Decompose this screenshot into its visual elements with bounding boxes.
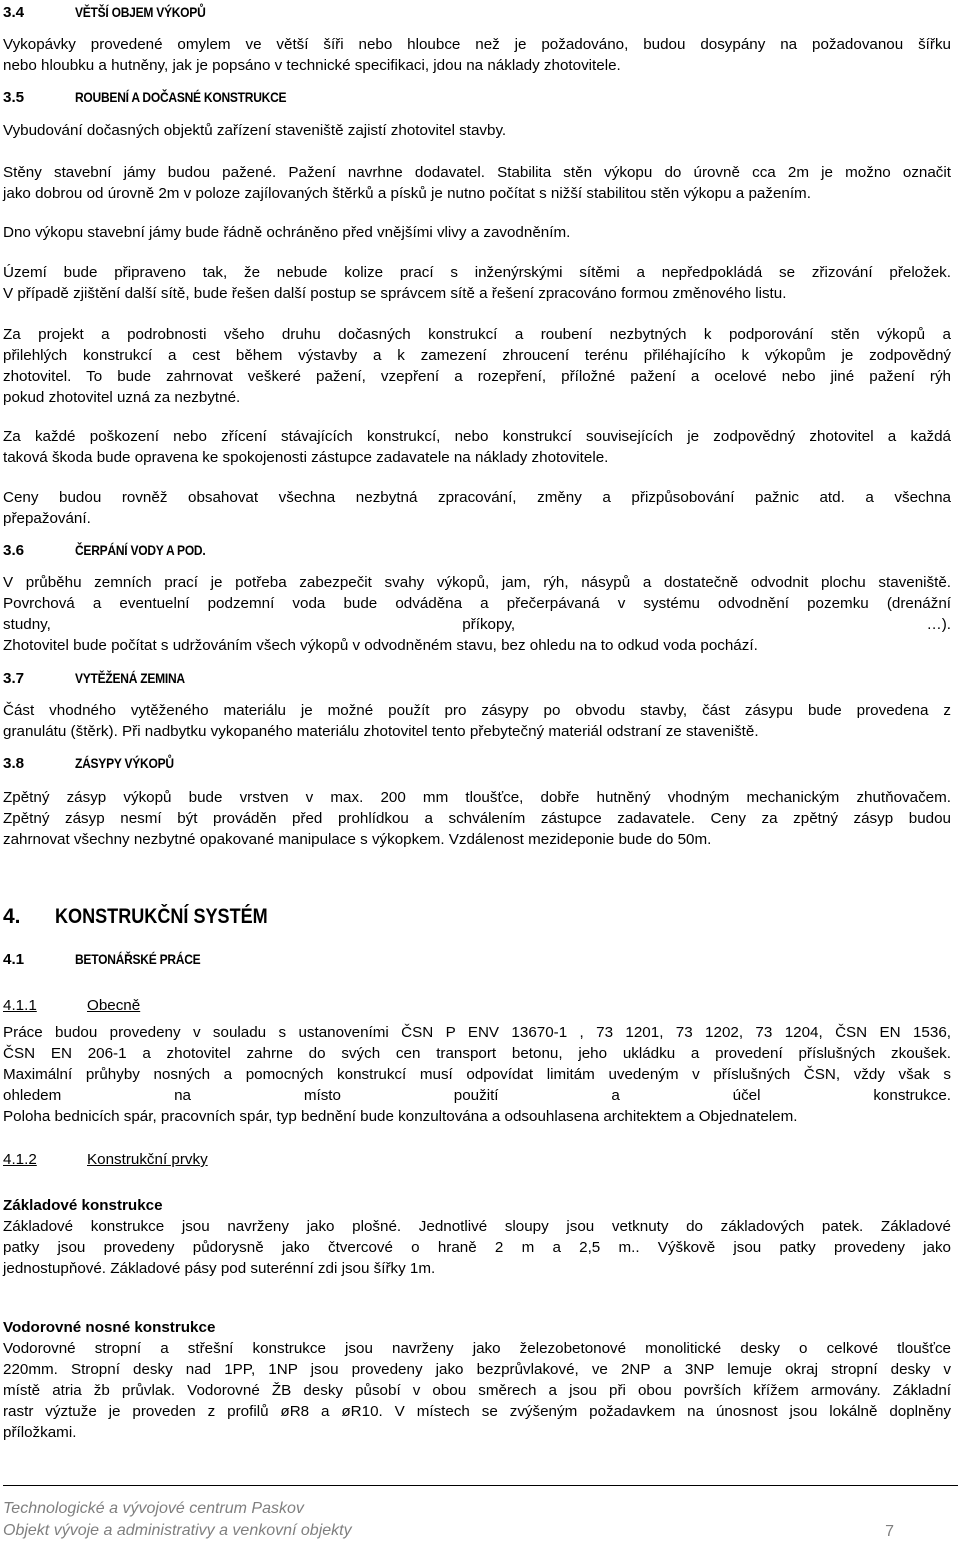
paragraph [3, 426, 951, 468]
paragraph [3, 262, 951, 304]
paragraph [3, 162, 951, 204]
text-line: Stěny stavební jámy budou pažené. Pažení navrhne dodavatel. Stabilita stěn výkopu do úrovně cca 2m je možno označit [3, 164, 951, 181]
chapter-heading-4 [3, 906, 951, 927]
text-line: Základové konstrukce jsou navrženy jako plošné. Jednotlivé sloupy jsou vetknuty do základových patek. Základové [3, 1218, 951, 1235]
section-title: BETONÁŘSKÉ PRÁCE [75, 951, 201, 967]
text-line: Zpětný zásyp nesmí být prováděn před prohlídkou a schválením zástupce zadavatele. Ceny za zpětný zásyp budou [3, 810, 951, 827]
text-line: Práce budou provedeny v souladu s ustanoveními ČSN P ENV 13670-1 , 73 1201, 73 1202, 73 1204, ČSN EN 1536, [3, 1024, 951, 1041]
paragraph [3, 1216, 951, 1279]
section-heading-3-5 [3, 87, 951, 108]
text-line: Ceny budou rovněž obsahovat všechna nezbytná zpracování, změny a přizpůsobování pažnic atd. a všechna [3, 489, 951, 506]
footer-project-name: Technologické a vývojové centrum Paskov [3, 1500, 304, 1517]
text-line: přepažování. [3, 510, 91, 527]
text-line: Za projekt a podrobnosti všeho druhu dočasných konstrukcí a roubení nezbytných k podporování stěn výkopů a [3, 326, 951, 343]
text-line: V případě zjištění další sítě, bude řešen další postup se správcem sítě a řešení zpracováno formou změnového listu. [3, 285, 787, 302]
text-line: Zhotovitel bude počítat s udržováním všech výkopů v odvodněném stavu, bez ohledu na to odkud voda pochází. [3, 637, 758, 654]
text-line: Poloha bednicích spár, pracovních spár, typ bednění bude konzultována a odsouhlasena architektem a Objednatelem. [3, 1108, 798, 1125]
section-heading-3-4 [3, 2, 951, 23]
section-number: 3.7 [3, 670, 25, 687]
section-title: ČERPÁNÍ VODY A POD. [75, 542, 206, 558]
text-line: ČSN EN 206-1 a zhotovitel zahrne do svých cen transport betonu, jeho ukládku a provedení příslušných zkoušek. [3, 1045, 951, 1062]
text-line: Dno výkopu stavební jámy bude řádně ochráněno před vnějšími vlivy a zavodněním. [3, 224, 571, 241]
paragraph [3, 222, 951, 243]
subsection-title: Konstrukční prvky [87, 1151, 208, 1168]
text-line: zhotovitel. To bude zahrnovat veškeré pažení, vzepření a rozepření, příložné pažení a ocelové nebo jiné pažení rýh [3, 368, 951, 385]
section-heading-3-8 [3, 753, 951, 774]
paragraph-heading: Základové konstrukce [3, 1197, 163, 1214]
text-line: přilehlých konstrukcí a cest během výstavby a k zamezení zhroucení terénu přiléhajícího k výkopům je zodpovědný [3, 347, 951, 364]
section-heading-4-1 [3, 949, 951, 970]
text-line: patky jsou provedeny půdorysně jako čtvercové o hraně 2 m a 2,5 m.. Výškově jsou patky provedeny jako [3, 1239, 951, 1256]
section-number: 3.6 [3, 542, 25, 559]
text-line: Vodorovné stropní a střešní konstrukce jsou navrženy jako železobetonové monolitické desky o celkové tloušťce [3, 1340, 951, 1357]
text-line: jednostupňové. Základové pásy pod suterénní zdi jsou šířky 1m. [3, 1260, 436, 1277]
chapter-title: KONSTRUKČNÍ SYSTÉM [55, 905, 268, 928]
text-line: taková škoda bude opravena ke spokojenosti zástupce zadavatele na náklady zhotovitele. [3, 449, 609, 466]
text-line: Zpětný zásyp výkopů bude vrstven v max. 200 mm tloušťce, dobře hutněný vhodným mechanickým zhutňovačem. [3, 789, 951, 806]
text-line: Území bude připraveno tak, že nebude kolize prací s inženýrskými sítěmi a nepředpokládá se zřizování přeložek. [3, 264, 951, 281]
section-heading-3-7 [3, 668, 951, 689]
section-number: 3.8 [3, 755, 25, 772]
paragraph-heading: Vodorovné nosné konstrukce [3, 1319, 216, 1336]
text-line: Povrchová a eventuelní podzemní voda bude odváděna a přečerpávaná v systému odvodnění pozemku (drenážní [3, 595, 951, 612]
section-number: 3.4 [3, 4, 25, 21]
paragraph [3, 1338, 951, 1443]
text-line: pokud zhotovitel uzná za nezbytné. [3, 389, 241, 406]
text-line: V průběhu zemních prací je potřeba zabezpečit svahy výkopů, jam, rýh, násypů a dostatečně odvodnit plochu staveniště. [3, 574, 951, 591]
section-number: 3.5 [3, 89, 25, 106]
text-line: zahrnovat všechny nezbytné opakované manipulace s výkopkem. Vzdálenost mezideponie bude do 50m. [3, 831, 712, 848]
paragraph [3, 324, 951, 408]
footer-divider [3, 1485, 958, 1486]
text-line: studny, příkopy, …). [3, 616, 951, 633]
section-title: ZÁSYPY VÝKOPŮ [75, 755, 174, 771]
text-line: Část vhodného vytěženého materiálu je možné použít pro zásypy po obvodu stavby, část zásypu bude provedena z [3, 702, 951, 719]
text-line: příložkami. [3, 1424, 77, 1441]
text-line: jako dobrou od úrovně 2m v poloze zajílovaných štěrků a písků je nutno počítat s nižší stabilitou stěn výkopu a pažením. [3, 185, 811, 202]
subsection-title: Obecně [87, 997, 141, 1014]
paragraph [3, 34, 951, 76]
paragraph [3, 700, 951, 742]
text-line: rastr výztuže je proveden z profilů øR8 a øR10. V místech se zvýšeným požadavkem na únosnost jsou lokálně doplněny [3, 1403, 951, 1420]
text-line: nebo hloubku a hutněny, jak je popsáno v technické specifikaci, jdou na náklady zhotovitele. [3, 57, 621, 74]
paragraph [3, 1022, 951, 1127]
paragraph [3, 787, 951, 850]
text-line: Vykopávky provedené omylem ve větší šíři nebo hloubce než je požadováno, budou dosypány na požadovanou šířku [3, 36, 951, 53]
text-line: ohledem na místo použití a účel konstrukce. [3, 1087, 951, 1104]
subsection-number: 4.1.2 [3, 1151, 37, 1168]
text-line: Maximální průhyby nosných a pomocných konstrukcí musí odpovídat limitám uvedeným v příslušných ČSN, vždy však s [3, 1066, 951, 1083]
section-title: VYTĚŽENÁ ZEMINA [75, 670, 185, 686]
subsection-number: 4.1.1 [3, 997, 37, 1014]
paragraph [3, 120, 951, 141]
section-title: VĚTŠÍ OBJEM VÝKOPŮ [75, 4, 206, 20]
subsection-heading-4-1-1 [3, 995, 951, 1016]
text-line: granulátu (štěrk). Při nadbytku vykopaného materiálu zhotovitel tento přebytečný materiál odstraní ze staveniště. [3, 723, 759, 740]
text-line: Za každé poškození nebo zřícení stávajících konstrukcí, nebo konstrukcí souvisejících je zodpovědný zhotovitel a každá [3, 428, 951, 445]
chapter-number: 4. [3, 905, 21, 928]
paragraph [3, 487, 951, 529]
section-heading-3-6 [3, 540, 951, 561]
section-title: ROUBENÍ A DOČASNÉ KONSTRUKCE [75, 89, 287, 105]
section-number: 4.1 [3, 951, 25, 968]
paragraph [3, 572, 951, 656]
text-line: Vybudování dočasných objektů zařízení staveniště zajistí zhotovitel stavby. [3, 122, 507, 139]
page-number: 7 [885, 1523, 894, 1540]
text-line: místě atria žb průvlak. Vodorovné ŽB desky působí v obou směrech a jsou při obou površích křížem armovány. Základní [3, 1382, 951, 1399]
footer-object-name: Objekt vývoje a administrativy a venkovní objekty [3, 1522, 352, 1539]
text-line: 220mm. Stropní desky nad 1PP, 1NP jsou provedeny jako bezprůvlakové, ve 2NP a 3NP lemuje okraj stropní desky v [3, 1361, 951, 1378]
subsection-heading-4-1-2 [3, 1149, 951, 1170]
